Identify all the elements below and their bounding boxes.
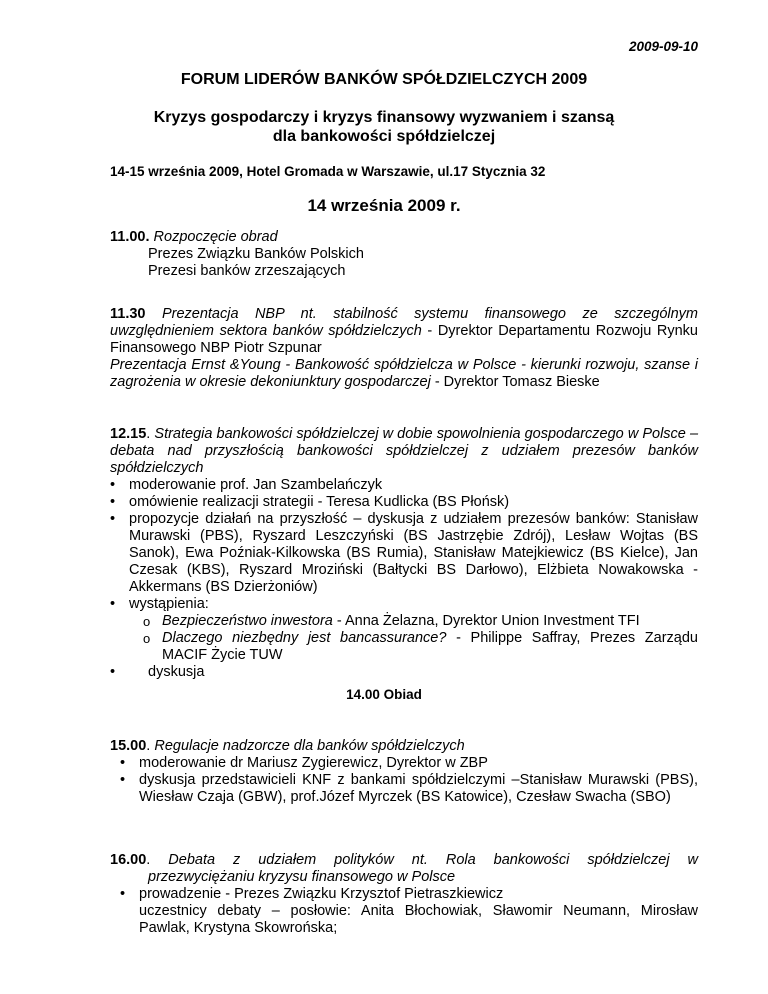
session-bullets bbox=[120, 886, 698, 903]
session-heading: 15.00. Regulacje nadzorcze dla banków spółdzielczych bbox=[110, 738, 465, 754]
session-time: 16.00 bbox=[110, 852, 147, 868]
session-1215 bbox=[110, 426, 698, 681]
session-line: Prezes Związku Banków Polskich bbox=[148, 246, 364, 262]
session-title-line-1: Debata z udziałem polityków nt. Rola bankowości spółdzielczej w bbox=[168, 852, 698, 868]
session-line: Prezesi banków zrzeszających bbox=[148, 263, 346, 279]
list-item-label: wystąpienia: bbox=[129, 596, 209, 612]
talk-speaker: - Dyrektor Departamentu Rozwoju Rynku Finansowego NBP Piotr Szpunar bbox=[110, 323, 698, 356]
session-time: 12.15 bbox=[110, 426, 147, 442]
list-item: • prowadzenie - Prezes Związku Krzysztof Pietraszkiewicz bbox=[120, 886, 698, 903]
sub-list-item: o Dlaczego niezbędny jest bancassurance? - Philippe Saffray, Prezes Zarządu MACIF Życie TUW bbox=[143, 630, 698, 664]
session-title: Strategia bankowości spółdzielczej w dobie spowolnienia gospodarczego w Polsce – debata nad przyszłością bankowości spółdzielczej z udziałem prezesów banków spółdzielczych bbox=[110, 426, 699, 476]
session-1100 bbox=[110, 229, 698, 280]
list-item: • moderowanie dr Mariusz Zygierewicz, Dyrektor w ZBP bbox=[120, 755, 698, 772]
subtitle-line-2: dla bankowości spółdzielczej bbox=[272, 128, 496, 145]
session-heading: 16.00. Debata z udziałem polityków nt. Rola bankowości spółdzielczej w bbox=[110, 852, 698, 868]
subtitle-line-1: Kryzys gospodarczy i kryzys finansowy wyzwaniem i szansą bbox=[153, 109, 615, 126]
venue-line: 14-15 września 2009, Hotel Gromada w Warszawie, ul.17 Stycznia 32 bbox=[110, 164, 546, 179]
list-item: • propozycje działań na przyszłość – dyskusja z udziałem prezesów banków: Stanisław Murawski (PBS), Ryszard Leszczyński (BS Jastrzębie Zdrój), Lesław Wojtas (BS Sanok), Ewa Poźniak-Kilkowska (BS Rumia), Stanisław Matejkiewicz (BS Kielce), Jan Czesak (KBS), Ryszard Mroziński (Bałtycki BS Darłowo), Elżbieta Nowakowska -Akkermans (BS Dzierżoniów) bbox=[110, 511, 698, 596]
session-1130 bbox=[110, 306, 698, 391]
debate-participants: uczestnicy debaty – posłowie: Anita Błochowiak, Sławomir Neumann, Mirosław Pawlak, Krystyna Skowrońska; bbox=[139, 903, 698, 936]
day-title: 14 września 2009 r. bbox=[307, 196, 461, 215]
session-bullets bbox=[120, 755, 698, 806]
session-time: 11.00. bbox=[110, 229, 150, 245]
talk-speaker: - Dyrektor Tomasz Bieske bbox=[430, 374, 600, 390]
session-1600 bbox=[110, 852, 698, 937]
session-title-line-2: przezwyciężaniu kryzysu finansowego w Polsce bbox=[148, 869, 456, 885]
talk-title: Prezentacja NBP nt. stabilność systemu finansowego ze szczególnym uwzględnieniem sektora banków spółdzielczych bbox=[110, 306, 698, 339]
session-time: 11.30 bbox=[110, 306, 146, 322]
sub-list-item: o Bezpieczeństwo inwestora - Anna Żelazna, Dyrektor Union Investment TFI bbox=[143, 613, 698, 630]
session-time: 15.00 bbox=[110, 738, 147, 754]
talk-title: Prezentacja Ernst &Young - Bankowość spółdzielcza w Polsce - kierunki rozwoju, szanse i zagrożenia w okresie dekoniunktury gospodarczej bbox=[110, 357, 698, 390]
session-bullets bbox=[110, 477, 698, 681]
list-item: • omówienie realizacji strategii - Teresa Kudlicka (BS Płońsk) bbox=[110, 494, 698, 511]
sub-list bbox=[129, 613, 698, 664]
session-title: Rozpoczęcie obrad bbox=[153, 229, 278, 245]
list-item: • dyskusja przedstawicieli KNF z bankami spółdzielczymi –Stanisław Murawski (PBS), Wiesław Czaja (GBW), prof.Józef Myrczek (BS Katowice), Czesław Swacha (SBO) bbox=[120, 772, 698, 806]
document-date: 2009-09-10 bbox=[628, 39, 698, 54]
list-item: • dyskusja bbox=[110, 664, 698, 681]
session-title: Regulacje nadzorcze dla banków spółdzielczych bbox=[154, 738, 465, 754]
lunch-break: 14.00 Obiad bbox=[346, 687, 422, 702]
list-item bbox=[110, 596, 698, 664]
forum-subtitle bbox=[0, 108, 768, 146]
session-heading: 12.15. Strategia bankowości spółdzielczej w dobie spowolnienia gospodarczego w Polsce – debata nad przyszłością bankowości spółdzielczej z udziałem prezesów banków spółdzielczych bbox=[110, 426, 699, 476]
list-item: • moderowanie prof. Jan Szambelańczyk bbox=[110, 477, 698, 494]
session-1500 bbox=[110, 738, 698, 806]
forum-title: FORUM LIDERÓW BANKÓW SPÓŁDZIELCZYCH 2009 bbox=[180, 71, 588, 88]
talk-ey bbox=[110, 357, 698, 391]
talk-nbp bbox=[110, 306, 698, 357]
